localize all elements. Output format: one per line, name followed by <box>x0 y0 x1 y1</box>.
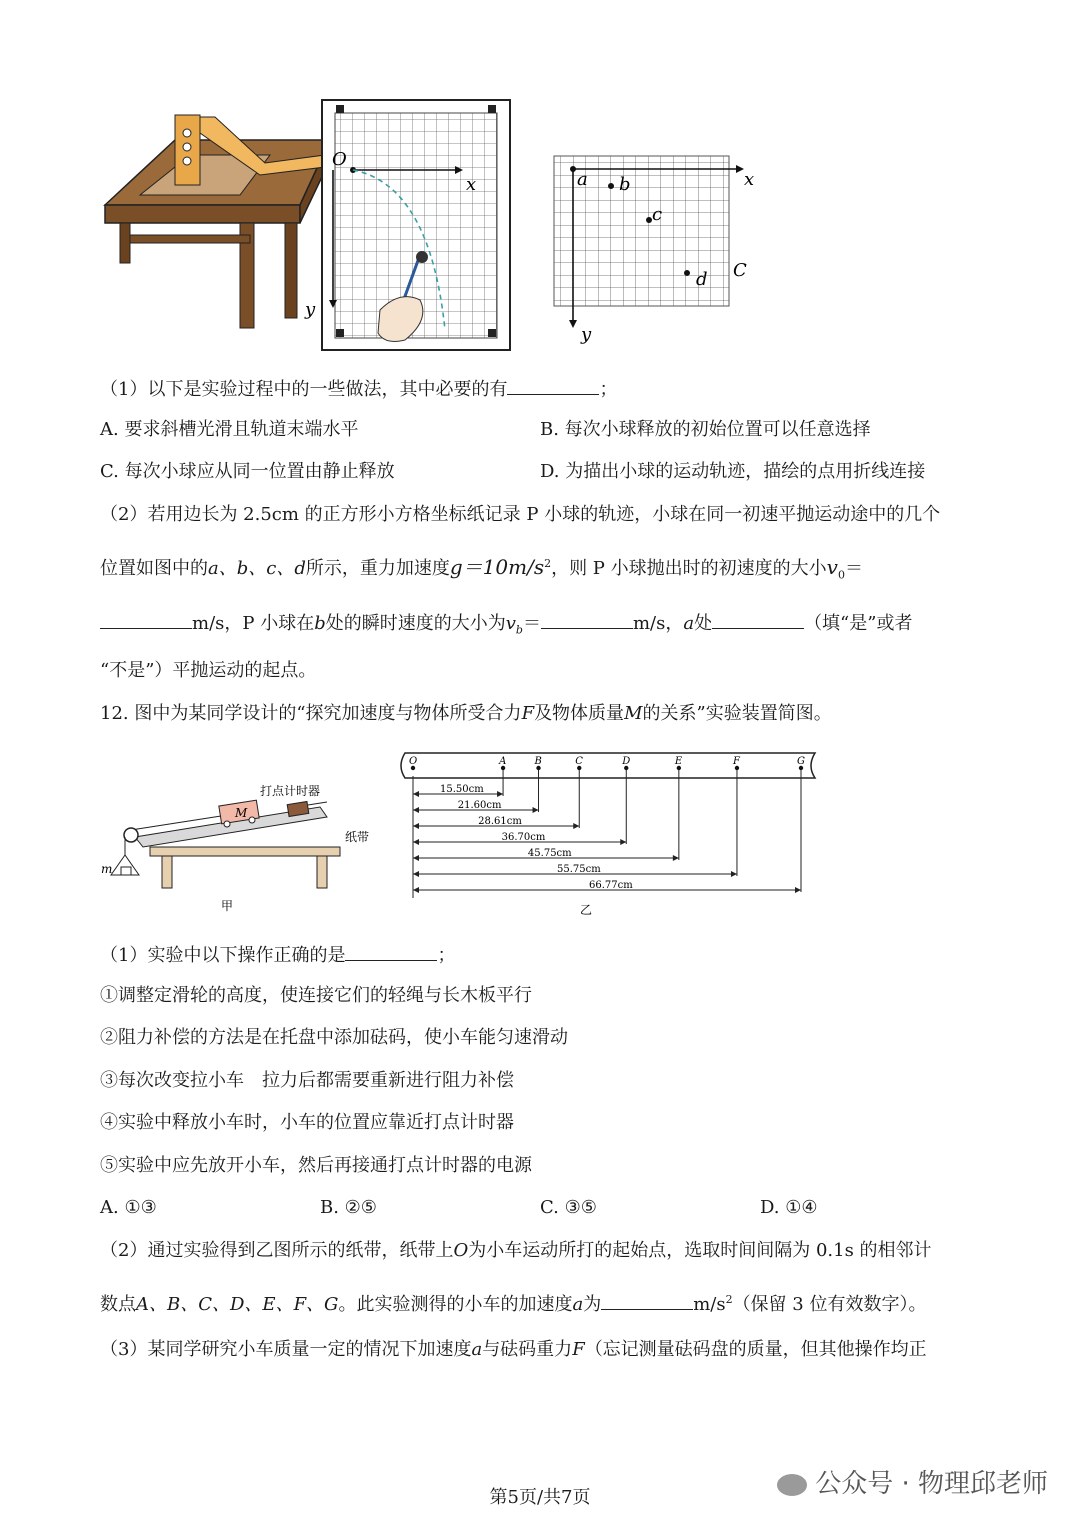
wechat-icon <box>777 1474 807 1496</box>
q11-option-a: A. 要求斜槽光滑且轨道末端水平 <box>100 419 359 440</box>
cart-M-label: M <box>235 806 248 820</box>
q12-part2-line1: （2）通过实验得到乙图所示的纸带，纸带上O为小车运动所打的起始点，选取时间间隔为 0.1s 的相邻计 <box>100 1240 932 1261</box>
tape-arrowhead <box>413 791 419 797</box>
q11-option-d: D. 为描出小球的运动轨迹，描绘的点用折线连接 <box>540 461 926 482</box>
q11-vb-answer-blank[interactable] <box>541 610 633 629</box>
q11-part2-line4: “不是”）平抛运动的起点。 <box>100 660 317 681</box>
q11-part2-line1: （2）若用边长为 2.5cm 的正方形小方格坐标纸记录 P 小球的轨迹，小球在同一初速平抛运动途中的几个 <box>100 504 941 525</box>
tape-distance-label: 28.61cm <box>478 816 522 827</box>
mass-m-label: m <box>101 862 113 876</box>
watermark: 公众号 · 物理邱老师 <box>777 1463 1048 1500</box>
q12-part3: （3）某同学研究小车质量一定的情况下加速度a与砝码重力F（忘记测量砝码盘的质量，但其他操作均正 <box>100 1339 927 1360</box>
tape-point-label-D: D <box>622 756 631 767</box>
q12-part2-line2: 数点A、B、C、D、E、F、G。此实验测得的小车的加速度a为 $m/s^2$（保留 3 位有效数字）。 <box>100 1293 927 1315</box>
q12-op-1: ①调整定滑轮的高度，使连接它们的轻绳与长木板平行 <box>100 985 532 1006</box>
q12-op-3: ③每次改变拉小车 拉力后都需要重新进行阻力补偿 <box>100 1070 514 1091</box>
tape-arrowhead <box>673 855 679 861</box>
fig11-right-b-label: b <box>619 174 631 195</box>
q11-part1-answer-blank[interactable] <box>507 376 599 395</box>
tape-point-label-A: A <box>499 756 507 767</box>
point-b <box>608 183 614 189</box>
tape-arrowhead <box>731 871 737 877</box>
fig11-left-x-label: x <box>466 174 477 195</box>
timer-label: 打点计时器 <box>260 784 321 798</box>
q12-choice-b: B. ②⑤ <box>320 1197 377 1218</box>
fig11-right-C-label: C <box>733 260 747 281</box>
fig11-right-a-label: a <box>577 169 588 190</box>
q11-option-c: C. 每次小球应从同一位置由静止释放 <box>100 461 395 482</box>
tape-arrowhead <box>413 839 419 845</box>
tape-distance-label: 66.77cm <box>589 880 633 891</box>
tape-arrowhead <box>413 807 419 813</box>
q11-part2-line3: m/s，P 小球在b处的瞬时速度的大小为$v_b= m/s$，a处 （填“是”或者 <box>100 610 912 643</box>
page-footer: 第5页/共7页 <box>489 1487 591 1508</box>
q12-op-4: ④实验中释放小车时，小车的位置应靠近打点计时器 <box>100 1112 514 1133</box>
q11-part2-line2: 位置如图中的a、b、c、d所示，重力加速度$g=10m/s^2$，则 P 小球抛出时的初速度的大小$v_0=$ <box>100 555 863 582</box>
q12-op-5: ⑤实验中应先放开小车，然后再接通打点计时器的电源 <box>100 1155 532 1176</box>
q12-part1-answer-blank[interactable] <box>345 942 437 961</box>
tape-point-label-G: G <box>797 756 805 767</box>
projectile-apparatus-figure <box>100 95 520 355</box>
tape-arrowhead <box>413 871 419 877</box>
tape-point-label-O: O <box>409 756 418 767</box>
q12-choice-c: C. ③⑤ <box>540 1197 597 1218</box>
trajectory-grid-figure <box>548 150 768 350</box>
q12-choice-a: A. ①③ <box>100 1197 157 1218</box>
tape-distance-label: 45.75cm <box>527 848 572 859</box>
fig-jia-caption: 甲 <box>221 899 234 913</box>
tape-arrowhead <box>620 839 626 845</box>
paper-tape-figure <box>395 748 825 920</box>
fig11-left-y-label: y <box>305 299 316 320</box>
q12-op-2: ②阻力补偿的方法是在托盘中添加砝码，使小车能匀速滑动 <box>100 1027 568 1048</box>
tape-arrowhead <box>795 887 801 893</box>
q11-origin-answer-blank[interactable] <box>712 610 804 629</box>
q11-part1: （1）以下是实验过程中的一些做法，其中必要的有 ； <box>100 376 617 402</box>
tape-point-label-E: E <box>674 756 683 767</box>
fig11-right-x-label: x <box>744 169 755 190</box>
tape-arrowhead <box>497 791 503 797</box>
fig11-left-O-label: O <box>332 149 347 170</box>
tape-arrowhead <box>413 823 419 829</box>
tape-distance-label: 36.70cm <box>501 832 546 843</box>
tape-distance-label: 21.60cm <box>457 800 502 811</box>
tape-distance-label: 55.75cm <box>556 864 601 875</box>
tape-arrowhead <box>413 855 419 861</box>
tape-arrowhead <box>413 887 419 893</box>
tape-point-label-C: C <box>575 756 583 767</box>
tape-arrowhead <box>533 807 539 813</box>
q12-acceleration-answer-blank[interactable] <box>601 1291 693 1310</box>
fig11-right-c-label: c <box>652 204 663 225</box>
fig11-right-y-label: y <box>581 324 592 345</box>
q12-part1: （1）实验中以下操作正确的是 ； <box>100 942 455 968</box>
tape-point-label-F: F <box>732 756 740 767</box>
q12-intro: 12. 图中为某同学设计的“探究加速度与物体所受合力F及物体质量M的关系”实验装置简图。 <box>100 703 832 724</box>
cart-apparatus-figure <box>95 775 385 915</box>
q11-option-b: B. 每次小球释放的初始位置可以任意选择 <box>540 419 871 440</box>
tape-label: 纸带 <box>345 830 370 844</box>
fig-yi-caption: 乙 <box>580 903 593 917</box>
q12-choice-d: D. ①④ <box>760 1197 818 1218</box>
point-a <box>570 166 576 172</box>
fig11-right-d-label: d <box>696 269 708 290</box>
tape-arrowhead <box>573 823 579 829</box>
tape-point-label-B: B <box>534 756 542 767</box>
tape-distance-label: 15.50cm <box>440 784 484 795</box>
q11-v0-answer-blank[interactable] <box>100 610 192 629</box>
point-d <box>684 270 690 276</box>
